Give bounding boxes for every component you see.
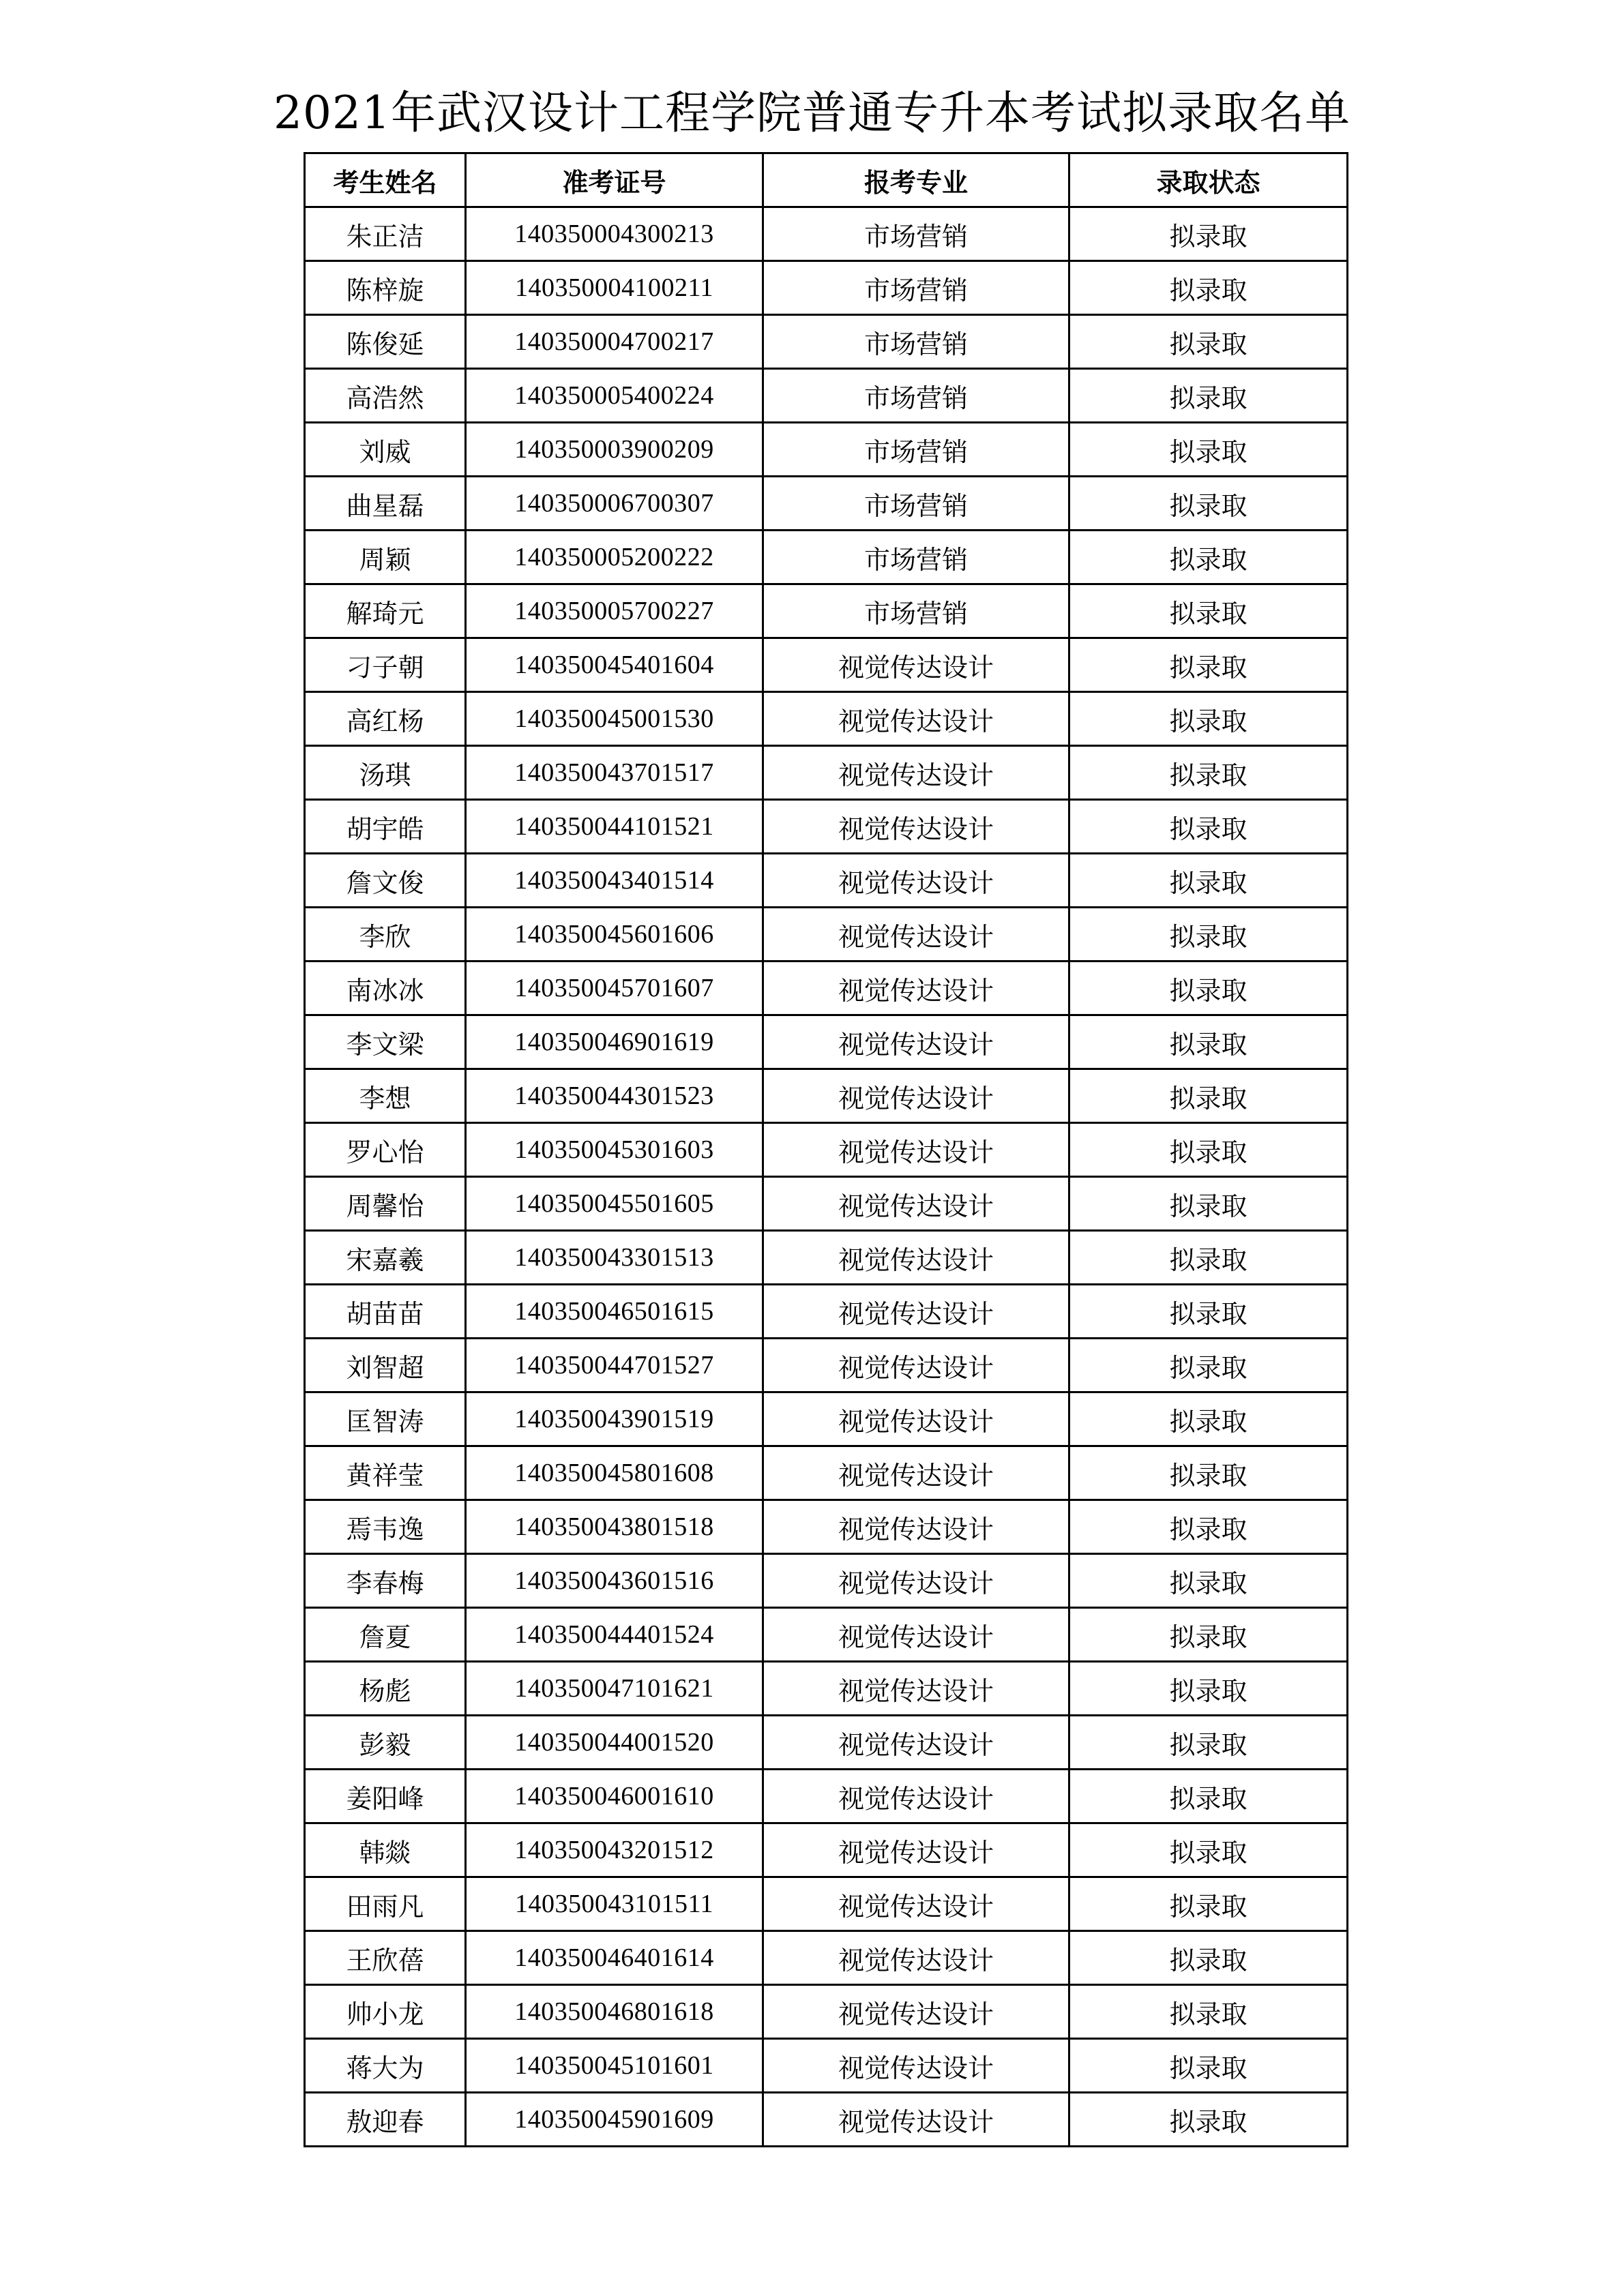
major-cell: 视觉传达设计	[763, 1177, 1069, 1231]
major-cell: 市场营销	[763, 315, 1069, 369]
header-id: 准考证号	[466, 153, 763, 207]
table-row	[305, 2093, 1348, 2147]
status-cell: 拟录取	[1069, 1231, 1348, 1285]
exam-id-cell: 140350044301523	[466, 1069, 763, 1123]
candidate-name-cell: 周颖	[305, 531, 466, 584]
exam-id-cell: 140350045601606	[466, 908, 763, 961]
exam-id-cell: 140350046001610	[466, 1770, 763, 1823]
candidate-name-cell: 杨彪	[305, 1662, 466, 1716]
major-cell: 视觉传达设计	[763, 1662, 1069, 1716]
exam-id-cell: 140350003900209	[466, 423, 763, 477]
status-cell: 拟录取	[1069, 1392, 1348, 1446]
candidate-name-cell: 帅小龙	[305, 1985, 466, 2039]
status-cell: 拟录取	[1069, 2093, 1348, 2147]
candidate-name-cell: 黄祥莹	[305, 1446, 466, 1500]
status-cell: 拟录取	[1069, 908, 1348, 961]
candidate-name-cell: 焉韦逸	[305, 1500, 466, 1554]
status-cell: 拟录取	[1069, 800, 1348, 854]
candidate-name-cell: 韩燚	[305, 1823, 466, 1877]
candidate-name-cell: 彭毅	[305, 1716, 466, 1770]
status-cell: 拟录取	[1069, 692, 1348, 746]
table-row	[305, 1015, 1348, 1069]
status-cell: 拟录取	[1069, 531, 1348, 584]
major-cell: 视觉传达设计	[763, 800, 1069, 854]
status-cell: 拟录取	[1069, 1069, 1348, 1123]
table-row	[305, 908, 1348, 961]
exam-id-cell: 140350043301513	[466, 1231, 763, 1285]
table-row	[305, 1877, 1348, 1931]
table-row	[305, 800, 1348, 854]
status-cell: 拟录取	[1069, 1015, 1348, 1069]
exam-id-cell: 140350045301603	[466, 1123, 763, 1177]
major-cell: 市场营销	[763, 531, 1069, 584]
table-header-row	[305, 153, 1348, 207]
major-cell: 视觉传达设计	[763, 854, 1069, 908]
major-cell: 视觉传达设计	[763, 1931, 1069, 1985]
major-cell: 视觉传达设计	[763, 2039, 1069, 2093]
table-row	[305, 423, 1348, 477]
candidate-name-cell: 南冰冰	[305, 961, 466, 1015]
table-row	[305, 584, 1348, 638]
status-cell: 拟录取	[1069, 1877, 1348, 1931]
status-cell: 拟录取	[1069, 584, 1348, 638]
candidate-name-cell: 宋嘉羲	[305, 1231, 466, 1285]
exam-id-cell: 140350044401524	[466, 1608, 763, 1662]
status-cell: 拟录取	[1069, 1123, 1348, 1177]
status-cell: 拟录取	[1069, 961, 1348, 1015]
status-cell: 拟录取	[1069, 1608, 1348, 1662]
candidate-name-cell: 王欣蓓	[305, 1931, 466, 1985]
exam-id-cell: 140350044101521	[466, 800, 763, 854]
status-cell: 拟录取	[1069, 2039, 1348, 2093]
exam-id-cell: 140350045401604	[466, 638, 763, 692]
major-cell: 视觉传达设计	[763, 1877, 1069, 1931]
exam-id-cell: 140350004300213	[466, 207, 763, 261]
status-cell: 拟录取	[1069, 1339, 1348, 1392]
status-cell: 拟录取	[1069, 207, 1348, 261]
table-row	[305, 961, 1348, 1015]
status-cell: 拟录取	[1069, 1285, 1348, 1339]
candidate-name-cell: 李春梅	[305, 1554, 466, 1608]
table-row	[305, 1931, 1348, 1985]
table-row	[305, 1231, 1348, 1285]
table-row	[305, 477, 1348, 531]
table-row	[305, 1339, 1348, 1392]
table-row	[305, 638, 1348, 692]
candidate-name-cell: 李想	[305, 1069, 466, 1123]
exam-id-cell: 140350043801518	[466, 1500, 763, 1554]
candidate-name-cell: 高浩然	[305, 369, 466, 423]
exam-id-cell: 140350045501605	[466, 1177, 763, 1231]
status-cell: 拟录取	[1069, 1716, 1348, 1770]
candidate-name-cell: 蒋大为	[305, 2039, 466, 2093]
candidate-name-cell: 曲星磊	[305, 477, 466, 531]
candidate-name-cell: 高红杨	[305, 692, 466, 746]
candidate-name-cell: 朱正洁	[305, 207, 466, 261]
candidate-name-cell: 李文梁	[305, 1015, 466, 1069]
candidate-name-cell: 刘威	[305, 423, 466, 477]
exam-id-cell: 140350046901619	[466, 1015, 763, 1069]
major-cell: 视觉传达设计	[763, 1446, 1069, 1500]
status-cell: 拟录取	[1069, 1554, 1348, 1608]
table-row	[305, 1069, 1348, 1123]
status-cell: 拟录取	[1069, 477, 1348, 531]
exam-id-cell: 140350047101621	[466, 1662, 763, 1716]
major-cell: 视觉传达设计	[763, 961, 1069, 1015]
candidate-name-cell: 陈梓旋	[305, 261, 466, 315]
candidate-name-cell: 罗心怡	[305, 1123, 466, 1177]
table-row	[305, 2039, 1348, 2093]
candidate-name-cell: 刁子朝	[305, 638, 466, 692]
exam-id-cell: 140350005700227	[466, 584, 763, 638]
table-body	[305, 207, 1348, 2147]
table-row	[305, 1608, 1348, 1662]
exam-id-cell: 140350004100211	[466, 261, 763, 315]
candidate-name-cell: 胡宇皓	[305, 800, 466, 854]
table-row	[305, 369, 1348, 423]
major-cell: 市场营销	[763, 423, 1069, 477]
candidate-name-cell: 解琦元	[305, 584, 466, 638]
major-cell: 视觉传达设计	[763, 1500, 1069, 1554]
status-cell: 拟录取	[1069, 1500, 1348, 1554]
exam-id-cell: 140350005400224	[466, 369, 763, 423]
major-cell: 市场营销	[763, 477, 1069, 531]
exam-id-cell: 140350046801618	[466, 1985, 763, 2039]
exam-id-cell: 140350043101511	[466, 1877, 763, 1931]
candidate-name-cell: 詹文俊	[305, 854, 466, 908]
candidate-name-cell: 詹夏	[305, 1608, 466, 1662]
major-cell: 视觉传达设计	[763, 692, 1069, 746]
table-row	[305, 315, 1348, 369]
status-cell: 拟录取	[1069, 261, 1348, 315]
candidate-name-cell: 李欣	[305, 908, 466, 961]
status-cell: 拟录取	[1069, 1446, 1348, 1500]
table-row	[305, 207, 1348, 261]
major-cell: 视觉传达设计	[763, 2093, 1069, 2147]
major-cell: 视觉传达设计	[763, 1339, 1069, 1392]
major-cell: 视觉传达设计	[763, 638, 1069, 692]
exam-id-cell: 140350045101601	[466, 2039, 763, 2093]
major-cell: 视觉传达设计	[763, 1285, 1069, 1339]
table-row	[305, 1823, 1348, 1877]
major-cell: 视觉传达设计	[763, 746, 1069, 800]
major-cell: 视觉传达设计	[763, 908, 1069, 961]
major-cell: 市场营销	[763, 584, 1069, 638]
status-cell: 拟录取	[1069, 1770, 1348, 1823]
exam-id-cell: 140350043401514	[466, 854, 763, 908]
exam-id-cell: 140350045701607	[466, 961, 763, 1015]
candidate-name-cell: 田雨凡	[305, 1877, 466, 1931]
major-cell: 视觉传达设计	[763, 1392, 1069, 1446]
major-cell: 视觉传达设计	[763, 1985, 1069, 2039]
header-status: 录取状态	[1069, 153, 1348, 207]
status-cell: 拟录取	[1069, 1823, 1348, 1877]
exam-id-cell: 140350043601516	[466, 1554, 763, 1608]
candidate-name-cell: 汤琪	[305, 746, 466, 800]
status-cell: 拟录取	[1069, 1662, 1348, 1716]
table-row	[305, 531, 1348, 584]
major-cell: 视觉传达设计	[763, 1770, 1069, 1823]
exam-id-cell: 140350044001520	[466, 1716, 763, 1770]
exam-id-cell: 140350045001530	[466, 692, 763, 746]
table-row	[305, 1446, 1348, 1500]
major-cell: 视觉传达设计	[763, 1823, 1069, 1877]
table-row	[305, 1177, 1348, 1231]
major-cell: 视觉传达设计	[763, 1015, 1069, 1069]
status-cell: 拟录取	[1069, 854, 1348, 908]
table-row	[305, 1662, 1348, 1716]
major-cell: 视觉传达设计	[763, 1123, 1069, 1177]
exam-id-cell: 140350043701517	[466, 746, 763, 800]
candidate-name-cell: 刘智超	[305, 1339, 466, 1392]
table-row	[305, 692, 1348, 746]
exam-id-cell: 140350045801608	[466, 1446, 763, 1500]
header-name: 考生姓名	[305, 153, 466, 207]
table-row	[305, 854, 1348, 908]
exam-id-cell: 140350004700217	[466, 315, 763, 369]
admission-table	[304, 152, 1348, 2147]
exam-id-cell: 140350005200222	[466, 531, 763, 584]
table-row	[305, 1716, 1348, 1770]
exam-id-cell: 140350006700307	[466, 477, 763, 531]
page-title: 2021年武汉设计工程学院普通专升本考试拟录取名单	[274, 87, 1350, 139]
table-row	[305, 1285, 1348, 1339]
major-cell: 视觉传达设计	[763, 1608, 1069, 1662]
status-cell: 拟录取	[1069, 423, 1348, 477]
table-row	[305, 746, 1348, 800]
candidate-name-cell: 敖迎春	[305, 2093, 466, 2147]
major-cell: 视觉传达设计	[763, 1069, 1069, 1123]
status-cell: 拟录取	[1069, 746, 1348, 800]
major-cell: 市场营销	[763, 261, 1069, 315]
header-major: 报考专业	[763, 153, 1069, 207]
table-row	[305, 1554, 1348, 1608]
table-row	[305, 1985, 1348, 2039]
candidate-name-cell: 周馨怡	[305, 1177, 466, 1231]
candidate-name-cell: 匡智涛	[305, 1392, 466, 1446]
major-cell: 视觉传达设计	[763, 1554, 1069, 1608]
table-row	[305, 261, 1348, 315]
status-cell: 拟录取	[1069, 1931, 1348, 1985]
exam-id-cell: 140350046401614	[466, 1931, 763, 1985]
exam-id-cell: 140350045901609	[466, 2093, 763, 2147]
major-cell: 市场营销	[763, 369, 1069, 423]
table-row	[305, 1500, 1348, 1554]
table-row	[305, 1392, 1348, 1446]
table-row	[305, 1770, 1348, 1823]
exam-id-cell: 140350044701527	[466, 1339, 763, 1392]
status-cell: 拟录取	[1069, 315, 1348, 369]
table-row	[305, 1123, 1348, 1177]
exam-id-cell: 140350046501615	[466, 1285, 763, 1339]
major-cell: 市场营销	[763, 207, 1069, 261]
candidate-name-cell: 陈俊延	[305, 315, 466, 369]
exam-id-cell: 140350043201512	[466, 1823, 763, 1877]
candidate-name-cell: 胡苗苗	[305, 1285, 466, 1339]
status-cell: 拟录取	[1069, 638, 1348, 692]
major-cell: 视觉传达设计	[763, 1231, 1069, 1285]
status-cell: 拟录取	[1069, 1985, 1348, 2039]
status-cell: 拟录取	[1069, 1177, 1348, 1231]
major-cell: 视觉传达设计	[763, 1716, 1069, 1770]
candidate-name-cell: 姜阳峰	[305, 1770, 466, 1823]
exam-id-cell: 140350043901519	[466, 1392, 763, 1446]
status-cell: 拟录取	[1069, 369, 1348, 423]
